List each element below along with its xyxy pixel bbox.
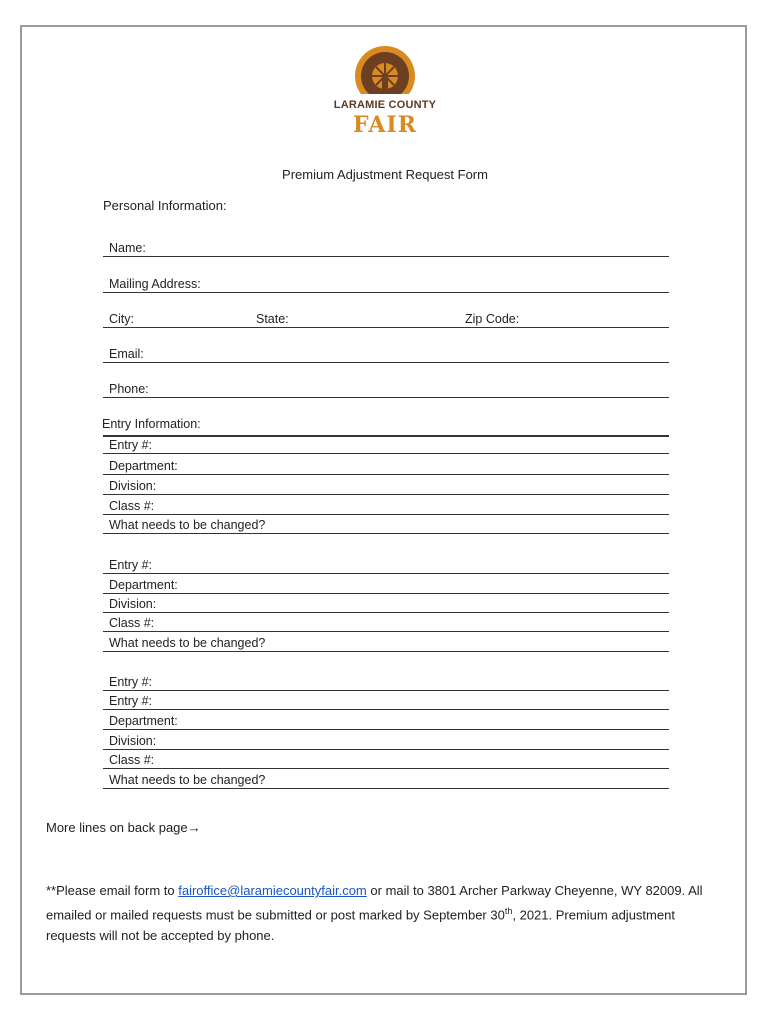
class-number-label: Class #: <box>109 753 155 767</box>
phone-label: Phone: <box>109 382 149 396</box>
department-label: Department: <box>109 459 178 473</box>
division-label: Division: <box>109 597 157 611</box>
name-label: Name: <box>109 241 146 255</box>
note-prefix: **Please email form to <box>46 883 179 898</box>
change-description-field[interactable] <box>103 515 669 534</box>
note-middle: or mail to 3801 Archer Parkway Cheyenne, WY 82009. All emailed or mailed requests must be submitted or post marked by September 30 <box>46 883 703 923</box>
class-number-label: Class #: <box>109 499 155 513</box>
department-field[interactable] <box>103 711 669 730</box>
department-field[interactable] <box>103 456 669 475</box>
change-description-label: What needs to be changed? <box>109 518 266 532</box>
change-description-label: What needs to be changed? <box>109 636 266 650</box>
class-number-label: Class #: <box>109 616 155 630</box>
change-description-field[interactable] <box>103 770 669 789</box>
change-description-field[interactable] <box>103 633 669 652</box>
arrow-right-icon: → <box>187 820 201 835</box>
name-field[interactable] <box>103 239 669 257</box>
class-number-field[interactable] <box>103 750 669 769</box>
submission-note <box>46 880 726 946</box>
state-label: State: <box>256 312 289 326</box>
division-field[interactable] <box>103 731 669 750</box>
email-field[interactable] <box>103 345 669 363</box>
class-number-field[interactable] <box>103 496 669 515</box>
division-field[interactable] <box>103 594 669 613</box>
division-label: Division: <box>109 734 157 748</box>
personal-info-heading: Personal Information: <box>103 198 227 213</box>
mailing-address-label: Mailing Address: <box>109 277 201 291</box>
entry-number-field[interactable] <box>103 691 669 710</box>
note-suffix: , 2021. Premium adjustment requests will not be accepted by phone. <box>46 907 675 944</box>
entry-number-label: Entry #: <box>109 558 153 572</box>
email-label: Email: <box>109 347 144 361</box>
city-label: City: <box>109 312 134 326</box>
entry-number-label: Entry #: <box>109 675 153 689</box>
department-label: Department: <box>109 714 178 728</box>
email-link[interactable]: fairoffice@laramiecountyfair.com <box>178 883 367 898</box>
division-field[interactable] <box>103 476 669 495</box>
note-superscript: th <box>504 906 513 916</box>
more-lines-text: More lines on back page <box>46 820 188 835</box>
city-state-zip-field[interactable] <box>103 310 669 328</box>
laramie-county-fair-logo <box>332 44 438 140</box>
zip-label: Zip Code: <box>465 312 520 326</box>
entry-number-field[interactable] <box>103 672 669 691</box>
entry-number-field[interactable] <box>103 435 669 454</box>
entry-info-heading: Entry Information: <box>102 417 201 431</box>
class-number-field[interactable] <box>103 613 669 632</box>
form-title: Premium Adjustment Request Form <box>282 167 488 182</box>
entry-number-field[interactable] <box>103 555 669 574</box>
phone-field[interactable] <box>103 380 669 398</box>
division-label: Division: <box>109 479 157 493</box>
department-field[interactable] <box>103 575 669 594</box>
entry-number-label: Entry #: <box>109 438 153 452</box>
logo-line1: LARAMIE COUNTY <box>333 99 437 111</box>
department-label: Department: <box>109 578 178 592</box>
more-lines-note <box>46 820 201 835</box>
entry-number-label: Entry #: <box>109 694 153 708</box>
change-description-label: What needs to be changed? <box>109 773 266 787</box>
mailing-address-field[interactable] <box>103 275 669 293</box>
logo-line2: FAIR <box>353 112 417 138</box>
